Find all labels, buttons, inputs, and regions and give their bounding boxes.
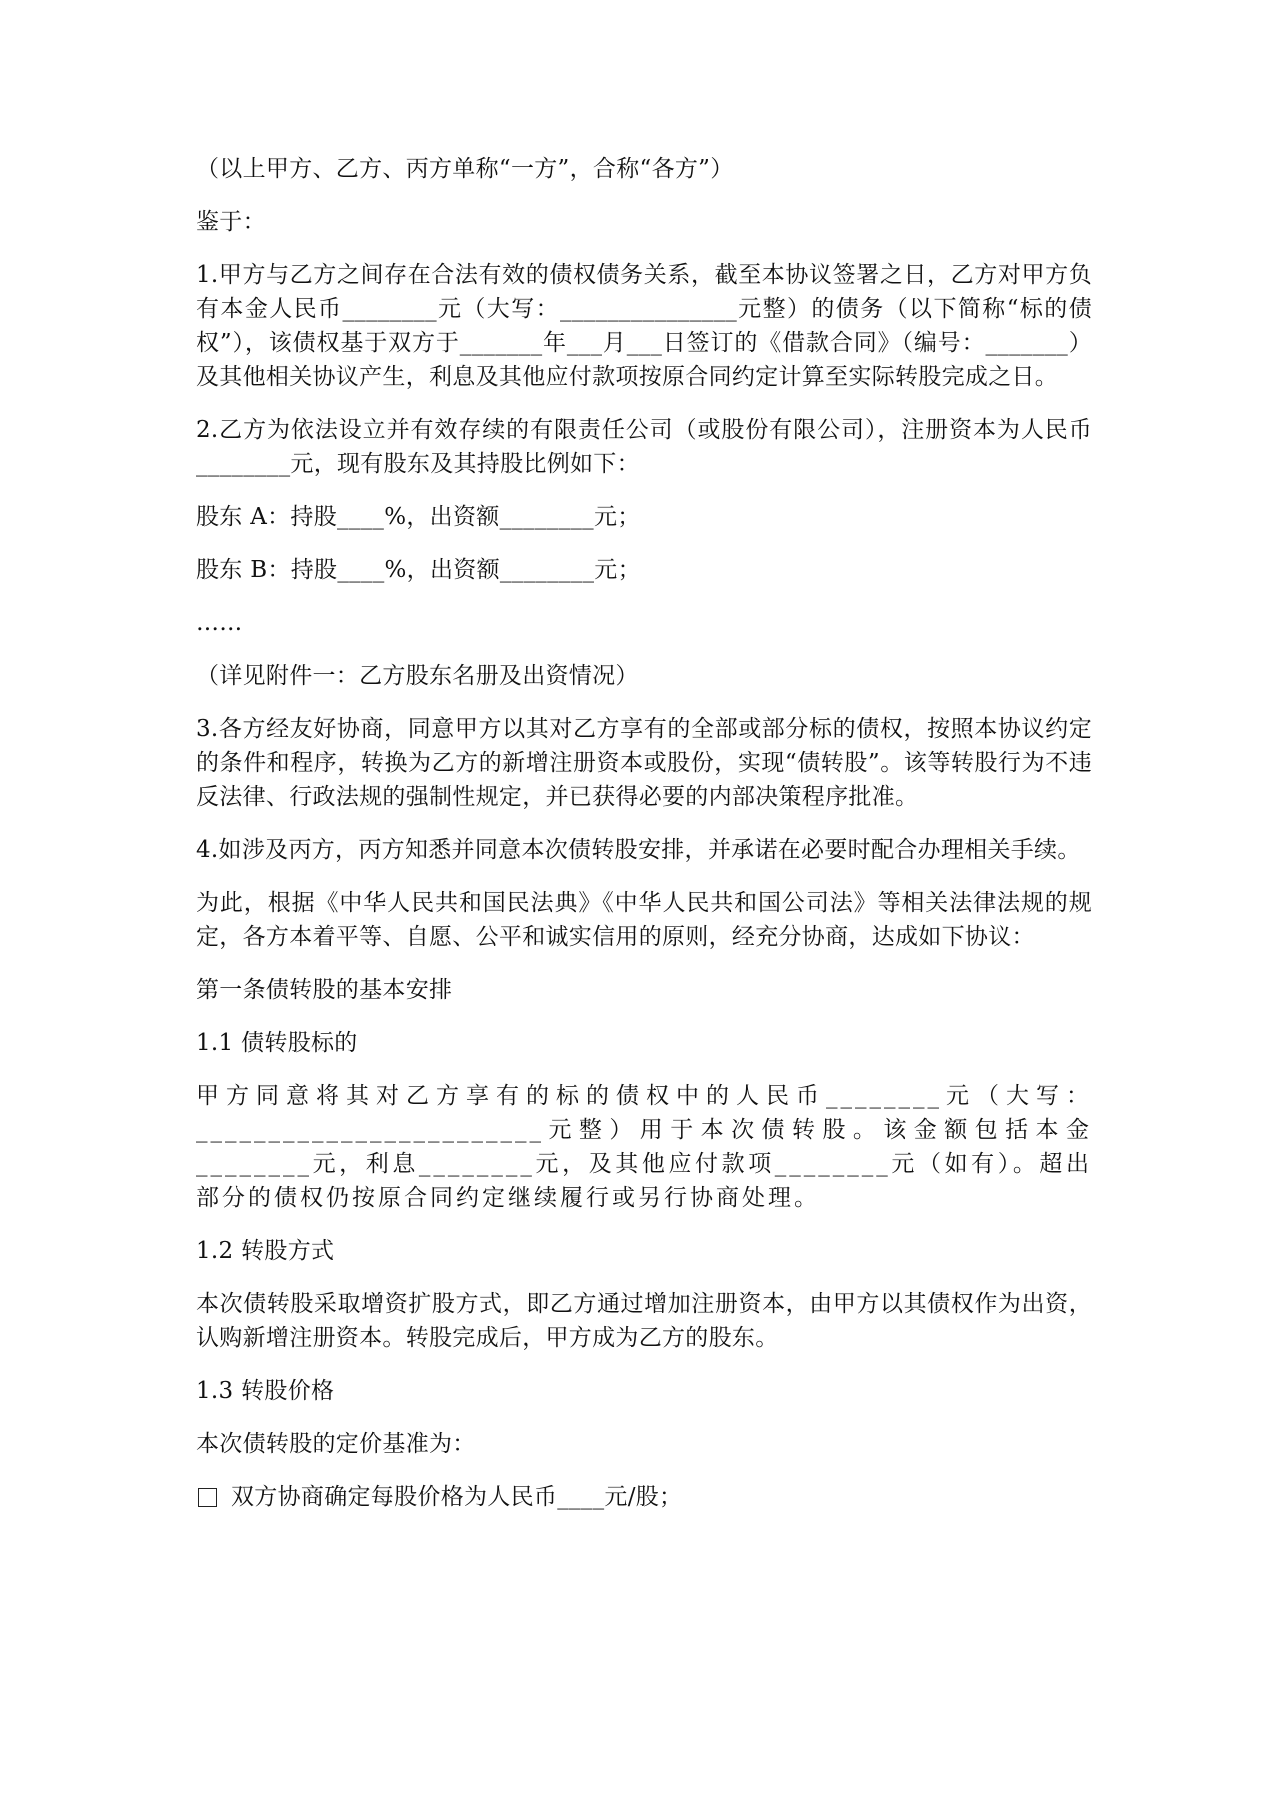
pricing-option-label: 双方协商确定每股价格为人民币____元/股； <box>231 1484 683 1510</box>
recital-3: 3.各方经友好协商，同意甲方以其对乙方享有的全部或部分标的债权，按照本协议约定的条件和程序，转换为乙方的新增注册资本或股份，实现“债转股”。该等转股行为不违反法律、行政法规的强制性规定，并已获得必要的内部决策程序批准。 <box>196 716 1092 810</box>
ellipsis-line: …… <box>196 610 243 636</box>
shareholder-b-line: 股东 B：持股____%，出资额________元； <box>196 557 641 583</box>
recital-1: 1.甲方与乙方之间存在合法有效的债权债务关系，截至本协议签署之日，乙方对甲方负有本金人民币________元（大写：_______________元整）的债务（以下简称“标的债权”），该债权基于双方于_______年___月___日签订的《借款合同》（编号：_______）及其他相关协议产生，利息及其他应付款项按原合同约定计算至实际转股完成之日。 <box>196 262 1092 390</box>
parties-note: （以上甲方、乙方、丙方单称“一方”，合称“各方”） <box>196 156 734 182</box>
agreement-preamble: 为此，根据《中华人民共和国民法典》《中华人民共和国公司法》等相关法律法规的规定，各方本着平等、自愿、公平和诚实信用的原则，经充分协商，达成如下协议： <box>196 890 1092 950</box>
document-page <box>196 152 1092 1533</box>
shareholder-a-line: 股东 A：持股____%，出资额________元； <box>196 504 641 530</box>
section-1-2-heading: 1.2 转股方式 <box>196 1238 335 1264</box>
checkbox-icon[interactable] <box>198 1488 217 1507</box>
recitals-heading: 鉴于： <box>196 209 266 235</box>
recital-2: 2.乙方为依法设立并有效存续的有限责任公司（或股份有限公司），注册资本为人民币________元，现有股东及其持股比例如下： <box>196 417 1092 477</box>
article-1-heading: 第一条债转股的基本安排 <box>196 977 453 1003</box>
pricing-basis-intro: 本次债转股的定价基准为： <box>196 1431 476 1457</box>
section-1-3-heading: 1.3 转股价格 <box>196 1378 335 1404</box>
section-1-2-body: 本次债转股采取增资扩股方式，即乙方通过增加注册资本，由甲方以其债权作为出资，认购新增注册资本。转股完成后，甲方成为乙方的股东。 <box>196 1291 1092 1351</box>
section-1-1-body: 甲方同意将其对乙方享有的标的债权中的人民币________元（大写：________________________元整）用于本次债转股。该金额包括本金________元，利息________元，及其他应付款项________元（如有）。超出部分的债权仍按原合同约定继续履行或另行协商处理。 <box>196 1083 1092 1211</box>
annex-note: （详见附件一：乙方股东名册及出资情况） <box>196 663 639 689</box>
pricing-option-row[interactable] <box>196 1480 1092 1514</box>
section-1-1-heading: 1.1 债转股标的 <box>196 1030 358 1056</box>
recital-4: 4.如涉及丙方，丙方知悉并同意本次债转股安排，并承诺在必要时配合办理相关手续。 <box>196 837 1081 863</box>
